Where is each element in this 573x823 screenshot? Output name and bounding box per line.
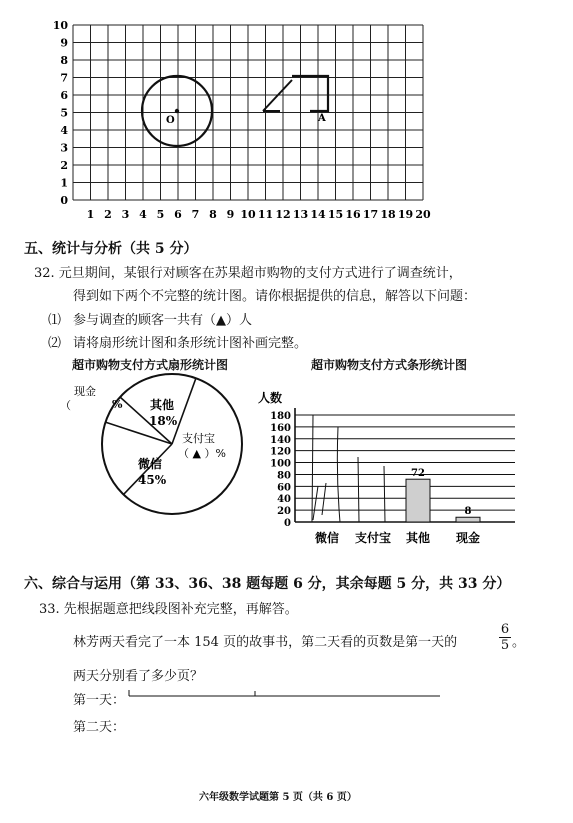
grid-x-label: 18	[380, 208, 396, 221]
fraction-denominator: 5	[500, 638, 510, 653]
center-dot	[175, 109, 179, 113]
bar-category-label: 支付宝	[354, 531, 392, 545]
bar-category-label: 微信	[314, 531, 340, 545]
q32-part1-num: ⑴	[48, 313, 62, 328]
q33-title: 33. 先根据题意把线段图补充完整，再解答。	[39, 602, 298, 617]
pie-label-alipay-blank: （ ▲ ）%	[178, 447, 226, 460]
grid-x-label: 9	[226, 208, 235, 221]
grid-y-label: 6	[60, 89, 68, 102]
pie-label-other-pct: 18%	[149, 414, 178, 428]
bar-ytick-label: 160	[270, 422, 291, 434]
grid-y-label: 3	[60, 141, 68, 155]
pie-chart-title: 超市购物支付方式扇形统计图	[72, 358, 229, 372]
grid-x-label: 17	[362, 208, 379, 221]
grid-x-label: 19	[397, 208, 414, 221]
grid-x-label: 15	[327, 208, 344, 221]
pie-label-alipay: 支付宝	[182, 432, 215, 445]
q32-part2: 请将扇形统计图和条形统计图补画完整。	[73, 336, 308, 351]
grid-x-label: 12	[275, 208, 291, 221]
bar-ytick-label: 20	[277, 506, 291, 518]
day1-segment	[125, 688, 445, 702]
grid-y-label: 4	[60, 124, 68, 137]
sketch-mark-5	[358, 457, 359, 522]
grid-x-label: 4	[139, 208, 147, 221]
bar-mark	[456, 517, 480, 522]
grid-y-label: 10	[52, 19, 68, 32]
bar-category-label: 其他	[405, 531, 431, 545]
fraction	[499, 622, 511, 653]
bar-ytick-label: 60	[277, 482, 291, 494]
pie-label-cash: 现金	[74, 385, 96, 398]
day1-label: 第一天：	[73, 693, 126, 708]
coordinate-grid	[0, 0, 573, 230]
bar-chart	[250, 380, 540, 550]
q32-part1: 参与调查的顾客一共有（▲）人	[73, 313, 252, 328]
bar-ytick-label: 140	[270, 434, 291, 446]
bar-ytick-label: 40	[277, 494, 291, 506]
grid-x-label: 1	[86, 208, 95, 221]
grid-x-label: 14	[310, 208, 326, 221]
pie-label-cash-blank: （	[60, 399, 71, 412]
q32-part2-num: ⑵	[48, 336, 62, 351]
q33-text: 林芳两天看完了一本 154 页的故事书，第二天看的页数是第一天的	[73, 635, 458, 650]
pie-label-other: 其他	[150, 398, 175, 412]
grid-x-label: 6	[174, 208, 182, 221]
pie-label-wechat-pct: 45%	[138, 473, 167, 487]
bar-ylabel: 人数	[258, 391, 283, 405]
sketch-mark-2	[313, 486, 318, 520]
grid-x-label: 16	[345, 208, 361, 221]
section5-title: 五、统计与分析（共 5 分）	[24, 241, 198, 257]
sketch-mark-1	[312, 415, 313, 522]
grid-x-label: 13	[292, 208, 309, 221]
bar-chart-title: 超市购物支付方式条形统计图	[311, 358, 468, 372]
page-footer: 六年级数学试题第 5 页（共 6 页）	[199, 792, 357, 803]
grid-y-label: 9	[60, 36, 68, 50]
point-o-label: O	[166, 115, 175, 126]
bar-category-label: 现金	[455, 531, 481, 545]
pie-chart	[0, 370, 290, 550]
bar-ytick-label: 0	[284, 518, 291, 529]
q33-text-end: 。	[512, 635, 526, 650]
grid-y-label: 7	[60, 71, 68, 85]
bar-mark	[406, 479, 430, 522]
bar-value-label: 8	[464, 506, 472, 518]
fraction-numerator: 6	[500, 622, 510, 637]
q32-line1: 32. 元旦期间，某银行对顾客在苏果超市购物的支付方式进行了调查统计，	[34, 266, 462, 281]
bar-ytick-label: 80	[277, 470, 291, 482]
grid-x-label: 5	[156, 208, 165, 221]
bar-ytick-label: 100	[270, 458, 291, 470]
grid-y-label: 2	[60, 159, 68, 172]
grid-x-label: 8	[209, 208, 217, 221]
grid-y-label: 8	[60, 54, 68, 67]
q33-ask: 两天分别看了多少页？	[73, 669, 204, 684]
pie-label-wechat: 微信	[138, 457, 163, 471]
grid-x-label: 3	[121, 208, 130, 221]
grid-x-label: 2	[104, 208, 112, 221]
day2-label: 第二天：	[73, 720, 126, 735]
shape-a-outline	[292, 76, 328, 111]
bar-value-label: 72	[411, 468, 425, 480]
grid-y-label: 5	[60, 106, 68, 120]
grid-x-label: 7	[191, 208, 200, 221]
grid-x-label: 20	[415, 208, 431, 221]
grid-y-label: 1	[60, 176, 68, 190]
grid-x-label: 11	[257, 208, 274, 221]
grid-y-label: 0	[60, 194, 68, 207]
bar-ytick-label: 120	[270, 446, 291, 458]
point-a-label: A	[318, 113, 326, 124]
section6-title: 六、综合与运用（第 33、36、38 题每题 6 分，其余每题 5 分，共 33 分）	[24, 576, 511, 592]
bar-ytick-label: 180	[270, 411, 291, 422]
q32-line2: 得到如下两个不完整的统计图。请你根据提供的信息，解答以下问题：	[73, 289, 477, 304]
pie-label-cash-pct: %	[112, 398, 123, 411]
grid-x-label: 10	[240, 208, 256, 221]
